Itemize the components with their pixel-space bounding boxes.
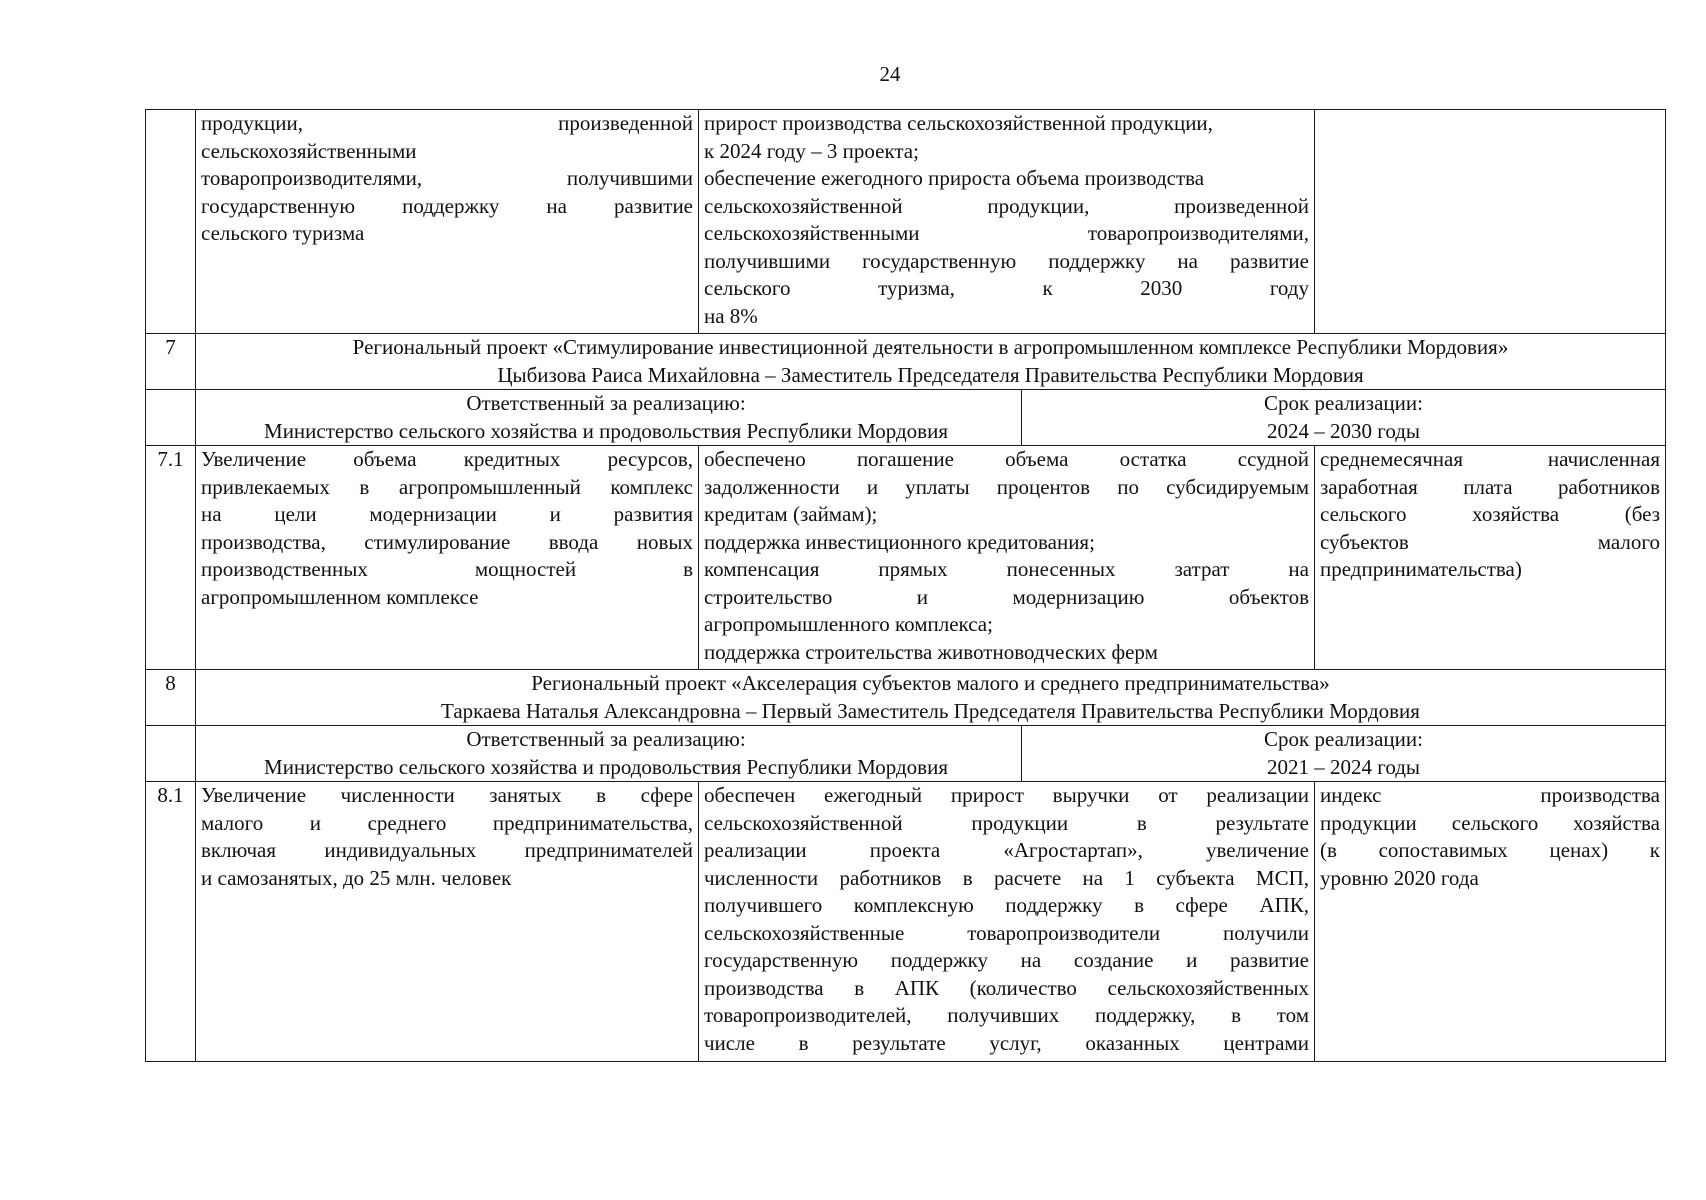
text-line: сельскохозяйственными товаропроизводителями, [704, 221, 1309, 245]
indicator-cell [1315, 110, 1666, 334]
responsible-org: Министерство сельского хозяйства и продовольствия Республики Мордовия [264, 754, 948, 779]
text-line: уровню 2020 года [1320, 865, 1479, 890]
text-line: обеспечение ежегодного прироста объема производства [704, 166, 1205, 190]
project-title-cell [196, 670, 1666, 726]
text-line: продукции сельского хозяйства [1320, 810, 1660, 835]
table-row-7-1 [146, 446, 1666, 670]
text-line: Увеличение численности занятых в сфере [201, 783, 693, 807]
text-line: прирост производства сельскохозяйственной продукции, [704, 111, 1213, 135]
responsible-label: Ответственный за реализацию: [466, 727, 746, 751]
text-line: на 8% [704, 303, 758, 328]
text-line: и самозанятых, до 25 млн. человек [201, 865, 512, 890]
term-value: 2021 – 2024 годы [1266, 754, 1421, 779]
text-line: сельскохозяйственной продукции в результате [704, 810, 1309, 835]
text-line: поддержка инвестиционного кредитования; [704, 529, 1095, 554]
term-label: Срок реализации: [1264, 391, 1423, 415]
table-row-8-1 [146, 782, 1666, 1062]
text-line: обеспечен ежегодный прирост выручки от реализации [704, 783, 1309, 807]
table-row-continuation [146, 110, 1666, 334]
text-line: получившего комплексную поддержку в сфере АПК, [704, 893, 1309, 917]
text-line: кредитам (займам); [704, 502, 878, 526]
goal-cell [196, 782, 699, 1062]
text-line: привлекаемых в агропромышленный комплекс [201, 474, 693, 499]
project-number: 8 [146, 670, 196, 726]
responsible-org: Министерство сельского хозяйства и продовольствия Республики Мордовия [264, 418, 948, 443]
goal-cell [196, 446, 699, 670]
text-line: предпринимательства) [1320, 557, 1522, 581]
project-title-cell [196, 334, 1666, 390]
text-line: индекс производства [1320, 783, 1660, 807]
project-title: Региональный проект «Стимулирование инвестиционной деятельности в агропромышленном комплексе Республики Мордовия» [352, 335, 1509, 359]
responsible-block [191, 390, 1022, 445]
text-line: субъектов малого [1320, 529, 1660, 554]
text-line: продукции, произведенной [201, 111, 693, 135]
responsible-label: Ответственный за реализацию: [466, 391, 746, 415]
text-line: обеспечено погашение объема остатка ссудной [704, 447, 1309, 471]
text-line: агропромышленного комплекса; [704, 612, 993, 636]
text-line: среднемесячная начисленная [1320, 447, 1660, 471]
project-header-row [146, 334, 1666, 390]
text-line: государственную поддержку на создание и развитие [704, 948, 1309, 972]
text-line: сельского туризма [201, 221, 365, 245]
text-line: сельскохозяйственной продукции, произведенной [704, 193, 1309, 218]
project-meta-cell [196, 390, 1666, 446]
text-line: товаропроизводителями, получившими [201, 166, 693, 190]
results-cell [699, 446, 1315, 670]
text-line: Увеличение объема кредитных ресурсов, [201, 447, 693, 471]
text-line: к 2024 году – 3 проекта; [704, 138, 919, 163]
text-line: компенсация прямых понесенных затрат на [704, 557, 1309, 581]
row-number-cell [146, 726, 196, 782]
term-value: 2024 – 2030 годы [1266, 418, 1421, 443]
project-meta-row [146, 726, 1666, 782]
text-line: на цели модернизации и развития [201, 502, 693, 526]
results-cell [699, 782, 1315, 1062]
goal-cell [196, 110, 699, 334]
term-block [1022, 390, 1665, 445]
project-meta-cell [196, 726, 1666, 782]
indicator-cell [1315, 446, 1666, 670]
results-cell [699, 110, 1315, 334]
text-line: строительство и модернизацию объектов [704, 584, 1309, 609]
text-line: сельскохозяйственными [201, 138, 417, 163]
text-line: получившими государственную поддержку на развитие [704, 248, 1309, 273]
text-line: малого и среднего предпринимательства, [201, 810, 693, 835]
text-line: производственных мощностей в [201, 557, 693, 581]
text-line: числе в результате услуг, оказанных центрами [704, 1030, 1309, 1055]
page-number: 24 [879, 62, 901, 86]
row-number: 8.1 [146, 782, 196, 1062]
text-line: поддержка строительства животноводческих ферм [704, 639, 1158, 664]
text-line: задолженности и уплаты процентов по субсидируемым [704, 474, 1309, 499]
project-number: 7 [146, 334, 196, 390]
text-line: производства, стимулирование ввода новых [201, 529, 693, 554]
text-line: агропромышленном комплексе [201, 584, 479, 609]
text-line: включая индивидуальных предпринимателей [201, 838, 693, 862]
row-number-cell [146, 110, 196, 334]
text-line: товаропроизводителей, получивших поддержку, в том [704, 1003, 1309, 1027]
text-line: численности работников в расчете на 1 субъекта МСП, [704, 865, 1309, 890]
text-line: сельскохозяйственные товаропроизводители получили [704, 920, 1309, 945]
project-curator: Цыбизова Раиса Михайловна – Заместитель Председателя Правительства Республики Мордовия [497, 362, 1364, 387]
text-line: заработная плата работников [1320, 474, 1660, 499]
row-number-cell [146, 390, 196, 446]
row-number: 7.1 [146, 446, 196, 670]
responsible-block [191, 726, 1022, 781]
term-label: Срок реализации: [1264, 727, 1423, 751]
project-title: Региональный проект «Акселерация субъектов малого и среднего предпринимательства» [531, 671, 1330, 695]
project-table [145, 109, 1666, 1062]
text-line: государственную поддержку на развитие [201, 193, 693, 218]
project-header-row [146, 670, 1666, 726]
project-curator: Таркаева Наталья Александровна – Первый Заместитель Председателя Правительства Республики Мордовия [441, 698, 1420, 723]
project-meta-row [146, 390, 1666, 446]
text-line: сельского туризма, к 2030 году [704, 276, 1309, 300]
text-line: (в сопоставимых ценах) к [1320, 838, 1660, 862]
indicator-cell [1315, 782, 1666, 1062]
text-line: сельского хозяйства (без [1320, 502, 1660, 526]
text-line: производства в АПК (количество сельскохозяйственных [704, 975, 1309, 1000]
term-block [1022, 726, 1665, 781]
text-line: реализации проекта «Агростартап», увеличение [704, 838, 1309, 862]
